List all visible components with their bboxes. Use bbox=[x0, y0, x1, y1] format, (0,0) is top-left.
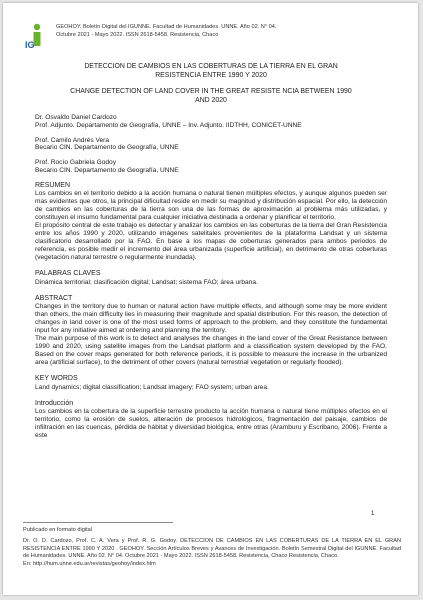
title-spanish bbox=[35, 63, 387, 80]
author-entry bbox=[35, 137, 387, 153]
introduccion-paragraph-1: Los cambios en la cobertura de la superficie terrestre producto la acción humana o natural tiene múltiples efectos en el territorio, como la erosión de suelos, alteración de procesos hidrológicos, fragmentación del paisaje, cambios de infiltración en las cuencas, pérdida de hábitat y diversidad biológica, entre otras (Aramburu y Escribano, 2006). Frente a este bbox=[35, 408, 387, 440]
publication-note: Publicado en formato digital bbox=[23, 527, 93, 533]
citation-footer bbox=[23, 527, 401, 568]
citation-text: Dr. O. D. Cardozo, Prof. C. A. Vera y Prof. R. G. Godoy. DETECCION DE CAMBIOS EN LAS COBERTURAS DE LA TIERRA EN EL GRAN RESISTENCIA ENTRE 1990 Y 2020 . GEOHOY. Sección Artículos Breves y Avances de Investigación. Boletín Semestral Digital del IGUNNE. Facultad de Humanidades. UNNE. Año 02. N° 04. Octubre 2021 - Mayo 2022. ISSN 2618-5458. Resistencia, Chaco Resistencia, Chaco. bbox=[23, 538, 401, 560]
journal-header bbox=[23, 21, 403, 53]
author-name: Prof. Rocío Gabriela Godoy bbox=[35, 159, 116, 167]
title-es-line-1: DETECCION DE CAMBIOS EN LAS COBERTURAS DE LA TIERRA EN EL GRAN bbox=[84, 63, 338, 70]
author-name: Prof. Camilo Andrés Vera bbox=[35, 136, 110, 144]
title-en-line-2: AND 2020 bbox=[195, 96, 227, 104]
journal-line-2: Octubre 2021 - Mayo 2022. ISSN 2618-5458. Resistencia, Chaco bbox=[56, 32, 219, 38]
journal-url[interactable]: En: http://hum.unne.edu.ar/revistas/geohoy/index.htm bbox=[23, 560, 156, 567]
footnote-divider bbox=[23, 522, 173, 523]
article-body bbox=[35, 63, 387, 440]
resumen-paragraph-2: El propósito central de este trabajo es detectar y analizar los cambios en las coberturas de la tierra del Gran Resistencia entre los años 1990 y 2020, utilizando imágenes satelitales provenientes de la plataforma Landsat y un sistema clasificatorio desarrollado por la FAO. En base a los mapas de coberturas generados para ambos periodos de referencia, es posible medir el incremento del área urbanizada (superficie artificial), en detrimento de otras coberturas (vegetación natural terrestre o regularmente inundada). bbox=[35, 222, 387, 262]
author-affiliation: Becario CIN. Departamento de Geografía, UNNE bbox=[35, 144, 179, 152]
author-affiliation: Prof. Adjunto. Departamento de Geografía, UNNE – Inv. Adjunto. IIDTHH, CONICET-UNNE bbox=[35, 121, 302, 129]
key-words-heading: KEY WORDS bbox=[35, 375, 78, 383]
igunne-logo bbox=[23, 21, 51, 51]
author-entry bbox=[35, 159, 387, 175]
palabras-claves-heading: PALABRAS CLAVES bbox=[35, 270, 101, 278]
abstract-paragraph-2: The main purpose of this work is to detect and analyses the changes in the land cover of the Great Resistance between 1990 and 2020, using satellite images from the Landsat platform and a classification system developed by the FAO. Based on the cover maps generated for both reference periods, it is possible to measure the increase in the urbanized area (artificial surface), to the detriment of other covers (natural terrestrial vegetation or regularly flooded). bbox=[35, 335, 387, 367]
author-list bbox=[35, 114, 387, 175]
title-es-line-2: RESISTENCIA ENTRE 1990 Y 2020 bbox=[155, 71, 267, 79]
abstract-heading: ABSTRACT bbox=[35, 294, 73, 302]
logo-lettering: IG bbox=[25, 40, 35, 50]
introduccion-heading: Introducción bbox=[35, 399, 74, 407]
palabras-claves-text: Dinámica territorial; clasificación digital; Landsat; sistema FAO; área urbana. bbox=[35, 278, 258, 286]
title-en-line-1: CHANGE DETECTION OF LAND COVER IN THE GREAT RESISTE NCIA BETWEEN 1990 bbox=[70, 88, 352, 95]
author-entry bbox=[35, 114, 387, 130]
abstract-paragraph-1: Changes in the territory due to human or natural action have multiple effects, and although some may be more evident than others, the main difficulty lies in measuring their magnitude and spatial distribution. For this reason, the detection of changes in land cover is one of the most used forms of approach to the problem, and they constitute the fundamental input for any initiative aimed at ordering and planning the territory. bbox=[35, 303, 387, 335]
key-words-text: Land dynamics; digital classification; Landsat imagery; FAO system; urban area. bbox=[35, 383, 269, 391]
resumen-heading: RESUMEN bbox=[35, 181, 71, 189]
author-name: Dr. Osvaldo Daniel Cardozo bbox=[35, 114, 117, 121]
title-english bbox=[35, 88, 387, 105]
resumen-paragraph-1: Los cambios en el territorio debido a la acción humana o natural tienen múltiples efectos, y aunque algunos pueden ser mas evidentes que otros, la principal dificultad reside en medir su magnitud y distribución espacial. Por ello, la detección de cambios en las coberturas de la tierra son una de las formas de aproximación al problema más utilizadas, y constituyen el insumo fundamental para cualquier iniciativa destinada a ordenar y planificar el territorio. bbox=[35, 190, 387, 222]
document-page bbox=[3, 3, 418, 595]
journal-line-1: GEOHOY. Boletín Digital del IGUNNE. Facultad de Humanidades. UNNE. Año 02. N° 04. bbox=[56, 24, 277, 30]
journal-info bbox=[56, 23, 401, 39]
author-affiliation: Becario CIN. Departamento de Geografía, UNNE bbox=[35, 166, 179, 174]
page-number: 1 bbox=[371, 511, 375, 517]
